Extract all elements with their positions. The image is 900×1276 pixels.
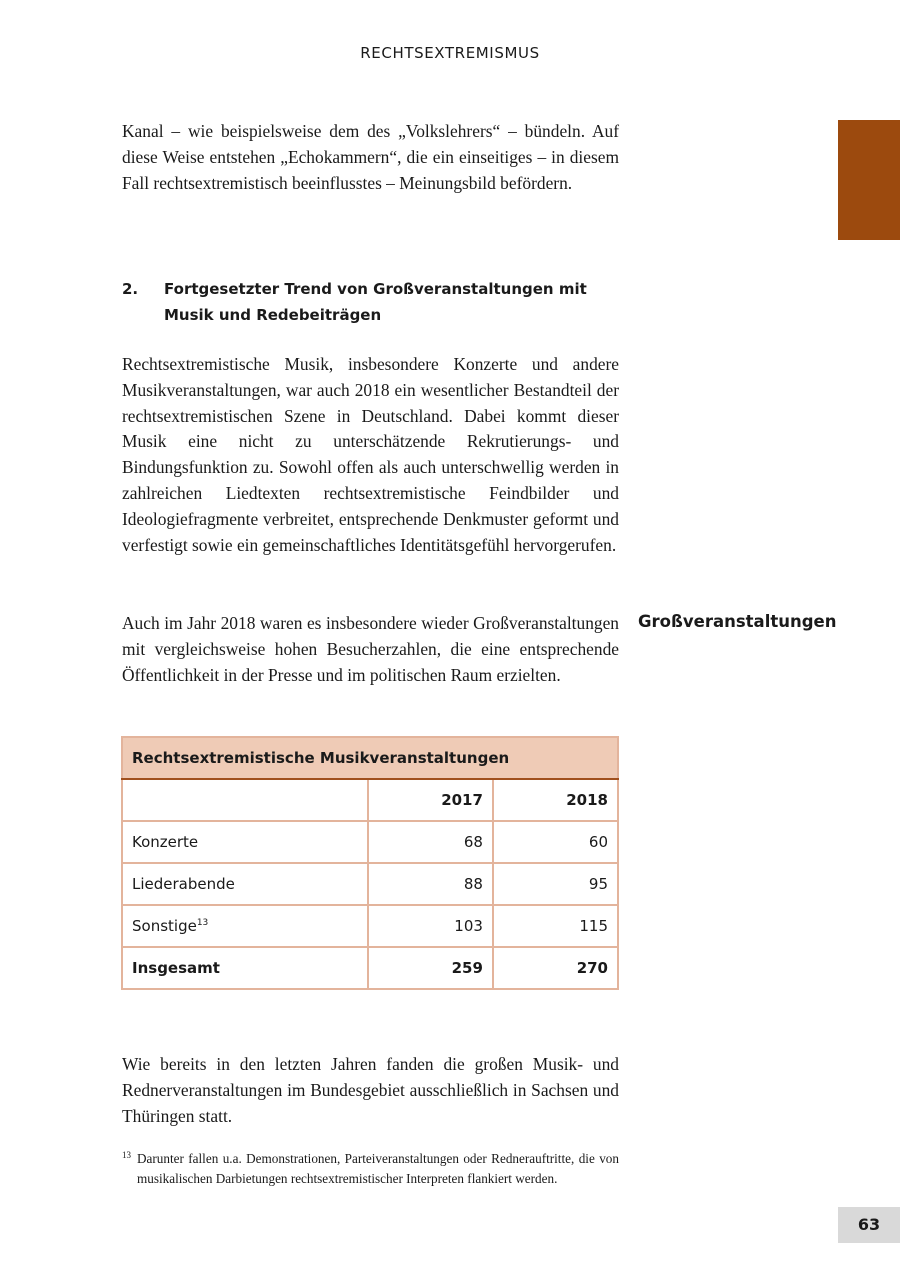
row-label-text: Konzerte (132, 833, 199, 851)
footnote-text: Darunter fallen u.a. Demonstrationen, Parteiveranstaltungen oder Rednerauftritte, die von musikalischen Darbietungen rechtsextremistischer Interpreten flankiert werden. (137, 1151, 619, 1186)
column-header-2017: 2017 (368, 779, 493, 821)
column-header-2018: 2018 (493, 779, 618, 821)
row-label-text: Insgesamt (132, 959, 220, 977)
section-title: Fortgesetzter Trend von Großveranstaltungen mit Musik und Redebeiträgen (164, 280, 587, 324)
margin-note: Großveranstaltungen (638, 612, 837, 631)
cell-2017: 259 (368, 947, 493, 989)
paragraph-continuation (122, 119, 619, 196)
paragraph-music (122, 352, 619, 558)
table-row (122, 905, 618, 947)
cell-2018: 95 (493, 863, 618, 905)
footnote (122, 1149, 619, 1188)
table-row (122, 821, 618, 863)
table-header-row (122, 779, 618, 821)
running-header: RECHTSEXTREMISMUS (360, 44, 540, 62)
row-label (122, 863, 368, 905)
paragraph-text: Wie bereits in den letzten Jahren fanden die großen Musik- und Rednerveranstaltungen im Bundesgebiet ausschließlich in Sachsen und Thüringen statt. (122, 1054, 619, 1126)
paragraph-events (122, 611, 619, 688)
chapter-tab-marker (838, 120, 900, 240)
row-label-text: Sonstige (132, 917, 197, 935)
table-row (122, 863, 618, 905)
page-number: 63 (838, 1207, 900, 1243)
row-label (122, 821, 368, 863)
paragraph-locations (122, 1052, 619, 1129)
cell-2017: 88 (368, 863, 493, 905)
cell-2018: 115 (493, 905, 618, 947)
paragraph-text: Rechtsextremistische Musik, insbesondere Konzerte und andere Musikveranstaltungen, war auch 2018 ein wesentlicher Bestandteil der rechtsextremistischen Szene in Deutschland. Dabei kommt dieser Musik eine nicht zu unterschätzende Rekrutierungs- und Bindungsfunktion zu. Sowohl offen als auch unterschwellig werden in zahlreichen Liedtexten rechtsextremistische Feindbilder und Ideologiefragmente verbreitet, entsprechende Denkmuster geformt und verfestigt sowie ein gemeinschaftliches Identitätsgefühl hervorgerufen. (122, 354, 619, 555)
column-header-empty (122, 779, 368, 821)
paragraph-text: Kanal – wie beispielsweise dem des „Volkslehrers“ – bündeln. Auf diese Weise entstehen „Echokammern“, die ein einseitiges – in diesem Fall rechtsextremistisch beeinflusstes – Meinungsbild befördern. (122, 121, 619, 193)
cell-2017: 68 (368, 821, 493, 863)
cell-2017: 103 (368, 905, 493, 947)
paragraph-text: Auch im Jahr 2018 waren es insbesondere wieder Großveranstaltungen mit vergleichsweise hohen Besucherzahlen, die eine entsprechende Öffentlichkeit in der Presse und im politischen Raum erzielten. (122, 613, 619, 685)
table-total-row (122, 947, 618, 989)
cell-2018: 60 (493, 821, 618, 863)
row-label-text: Liederabende (132, 875, 235, 893)
footnote-reference[interactable]: 13 (196, 918, 209, 928)
table-caption-row (122, 737, 618, 779)
table-caption: Rechtsextremistische Musikveranstaltungen (122, 737, 618, 779)
section-heading (122, 276, 619, 328)
row-label (122, 905, 368, 947)
music-events-table (121, 736, 619, 990)
cell-2018: 270 (493, 947, 618, 989)
row-label (122, 947, 368, 989)
section-number: 2. (122, 280, 139, 298)
footnote-mark: 13 (122, 1150, 131, 1160)
